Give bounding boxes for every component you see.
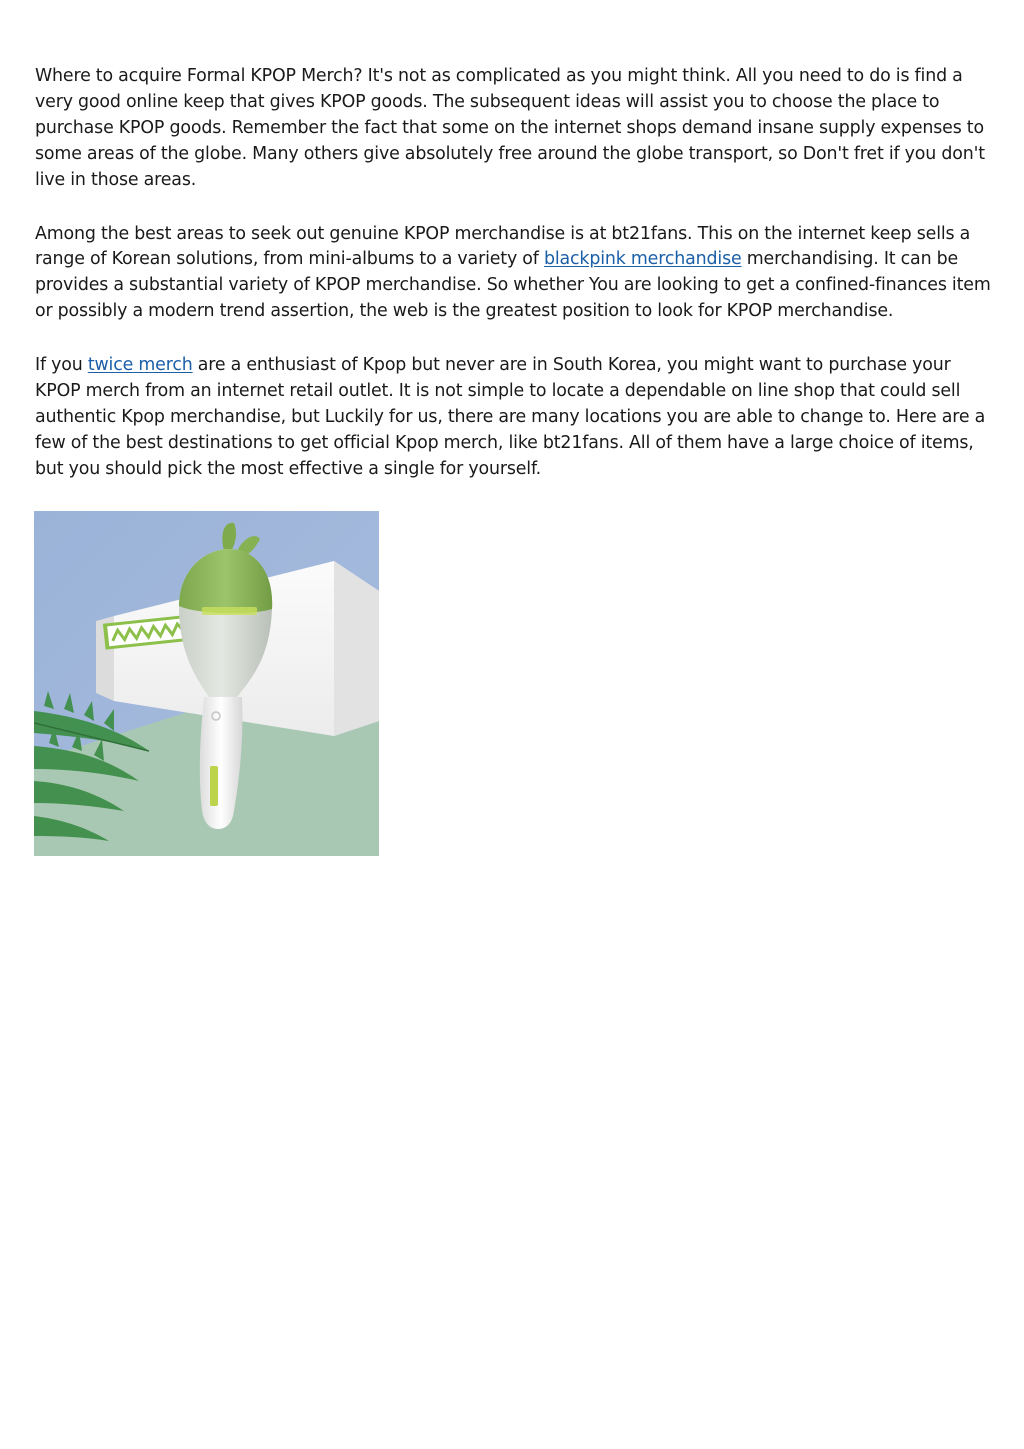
paragraph-text: merchandising. It can be provides a substantial variety of KPOP merchandise. So whether You are looking to get a confined-finances item or possibly a modern trend assertion, the web is the greatest position to look for KPOP merchandise. bbox=[35, 249, 991, 322]
paragraph-bt21fans bbox=[35, 222, 993, 326]
blackpink-merchandise-link[interactable]: blackpink merchandise bbox=[543, 249, 742, 270]
paragraph-twice bbox=[35, 353, 993, 483]
paragraph-text: If you bbox=[35, 355, 88, 376]
paragraph-text: Among the best areas to seek out genuine KPOP merchandise is at bt21fans. This on the internet keep sells a range of Korean solutions, from mini-albums to a variety of bbox=[35, 223, 971, 270]
article-body bbox=[35, 64, 993, 483]
paragraph-intro: Where to acquire Formal KPOP Merch? It's not as complicated as you might think. All you need to do is find a very good online keep that gives KPOP goods. The subsequent ideas will assist you to choose the place to purchase KPOP goods. Remember the fact that some on the internet shops demand insane supply expenses to some areas of the globe. Many others give absolutely free around the globe transport, so Don't fret if you don't live in those areas. bbox=[35, 66, 985, 190]
lightstick-product-photo bbox=[34, 511, 379, 856]
twice-merch-link[interactable]: twice merch bbox=[87, 355, 193, 376]
lightstick-illustration bbox=[34, 511, 379, 856]
paragraph-text: are a enthusiast of Kpop but never are in South Korea, you might want to purchase your KPOP merch from an internet retail outlet. It is not simple to locate a dependable on line shop that could sell authentic Kpop merchandise, but Luckily for us, there are many locations you are able to change to. Here are a few of the best destinations to get official Kpop merch, like bt21fans. All of them have a large choice of items, but you should pick the most effective a single for yourself. bbox=[35, 355, 986, 479]
